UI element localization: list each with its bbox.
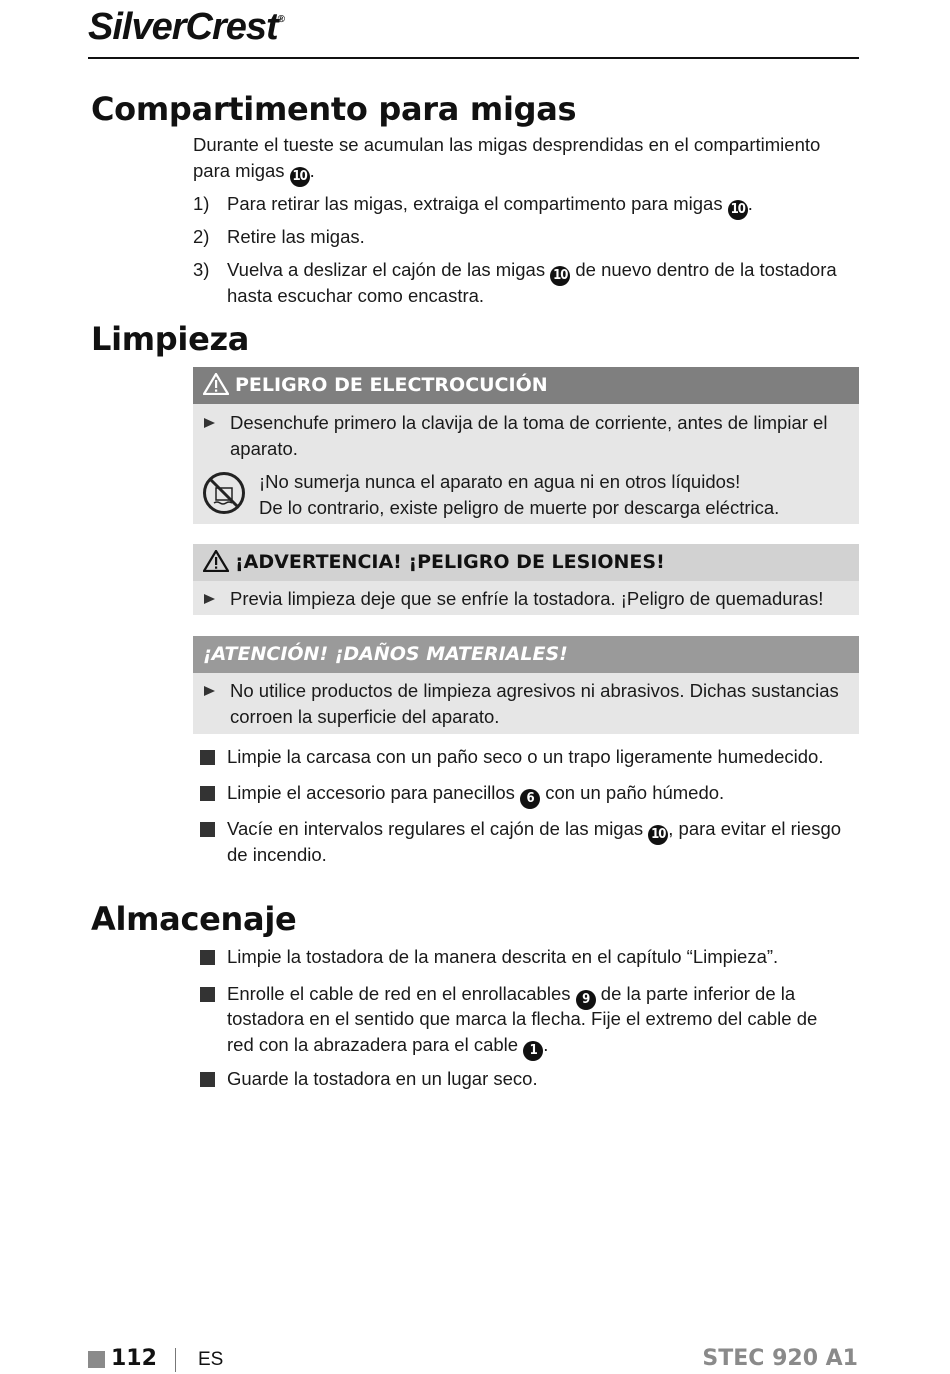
ref-badge: 10 <box>728 200 748 220</box>
warning-triangle-icon <box>203 550 229 572</box>
ref-badge: 10 <box>648 825 668 845</box>
step-text-cont: hasta escuchar como encastra. <box>227 285 485 306</box>
step-number: 3) <box>193 259 210 280</box>
list-item-cont: red con la abrazadera para el cable 1 . <box>227 1032 548 1061</box>
danger-item-line1: Desenchufe primero la clavija de la toma de corriente, antes de limpiar el <box>230 412 828 433</box>
ref-badge: 10 <box>290 167 310 187</box>
attention-item-line2: corroen la superficie del aparato. <box>230 706 500 727</box>
square-bullet-icon <box>200 750 215 765</box>
list-item: Vacíe en intervalos regulares el cajón de las migas 10 , para evitar el riesgo <box>227 816 841 845</box>
arrow-bullet-icon <box>204 418 215 428</box>
footer-square-icon <box>88 1351 105 1368</box>
list-item: Limpie la carcasa con un paño seco o un trapo ligeramente humedecido. <box>227 746 824 767</box>
page-number: 112 <box>111 1346 157 1371</box>
list-item: Limpie la tostadora de la manera descrita en el capítulo “Limpieza”. <box>227 946 779 967</box>
section-title-storage: Almacenaje <box>91 900 297 938</box>
header-rule <box>88 57 859 59</box>
section-title-crumb: Compartimento para migas <box>91 90 577 128</box>
list-item: Limpie el accesorio para panecillos 6 con un paño húmedo. <box>227 780 724 809</box>
step-text: Vuelva a deslizar el cajón de las migas 10 de nuevo dentro de la tostadora <box>227 257 837 286</box>
list-item: Enrolle el cable de red en el enrollacables 9 de la parte inferior de la <box>227 981 795 1010</box>
step-number: 2) <box>193 226 210 247</box>
warning-item: Previa limpieza deje que se enfríe la tostadora. ¡Peligro de quemaduras! <box>230 588 824 609</box>
attention-item-line1: No utilice productos de limpieza agresivos ni abrasivos. Dichas sustancias <box>230 680 839 701</box>
ref-badge: 1 <box>523 1041 543 1061</box>
crumb-intro-line1: Durante el tueste se acumulan las migas desprendidas en el compartimiento <box>193 134 821 155</box>
danger-heading: PELIGRO DE ELECTROCUCIÓN <box>193 367 859 404</box>
ref-badge: 6 <box>520 789 540 809</box>
attention-heading: ¡ATENCIÓN! ¡DAÑOS MATERIALES! <box>193 636 859 673</box>
danger-note-line1: ¡No sumerja nunca el aparato en agua ni en otros líquidos! <box>259 471 741 492</box>
list-item: Guarde la tostadora en un lugar seco. <box>227 1068 538 1089</box>
brand-logo: SilverCrest® <box>88 6 285 48</box>
step-text: Para retirar las migas, extraiga el compartimento para migas 10 . <box>227 191 753 220</box>
square-bullet-icon <box>200 1072 215 1087</box>
ref-badge: 10 <box>550 266 570 286</box>
square-bullet-icon <box>200 822 215 837</box>
ref-badge: 9 <box>576 990 596 1010</box>
danger-note-line2: De lo contrario, existe peligro de muerte por descarga eléctrica. <box>259 497 780 518</box>
warning-heading: ¡ADVERTENCIA! ¡PELIGRO DE LESIONES! <box>193 544 859 581</box>
square-bullet-icon <box>200 987 215 1002</box>
square-bullet-icon <box>200 950 215 965</box>
list-item-cont: tostadora en el sentido que marca la flecha. Fije el extremo del cable de <box>227 1008 818 1029</box>
step-number: 1) <box>193 193 210 214</box>
arrow-bullet-icon <box>204 594 215 604</box>
warning-triangle-icon <box>203 373 229 395</box>
language-code: ES <box>198 1349 224 1370</box>
arrow-bullet-icon <box>204 686 215 696</box>
no-immersion-icon <box>202 471 246 515</box>
square-bullet-icon <box>200 786 215 801</box>
list-item-cont: de incendio. <box>227 844 327 865</box>
crumb-intro-line2: para migas 10 . <box>193 158 315 187</box>
model-number: STEC 920 A1 <box>702 1346 858 1371</box>
footer-divider <box>175 1348 176 1372</box>
step-text: Retire las migas. <box>227 226 365 247</box>
section-title-cleaning: Limpieza <box>91 320 250 358</box>
danger-item-line2: aparato. <box>230 438 298 459</box>
